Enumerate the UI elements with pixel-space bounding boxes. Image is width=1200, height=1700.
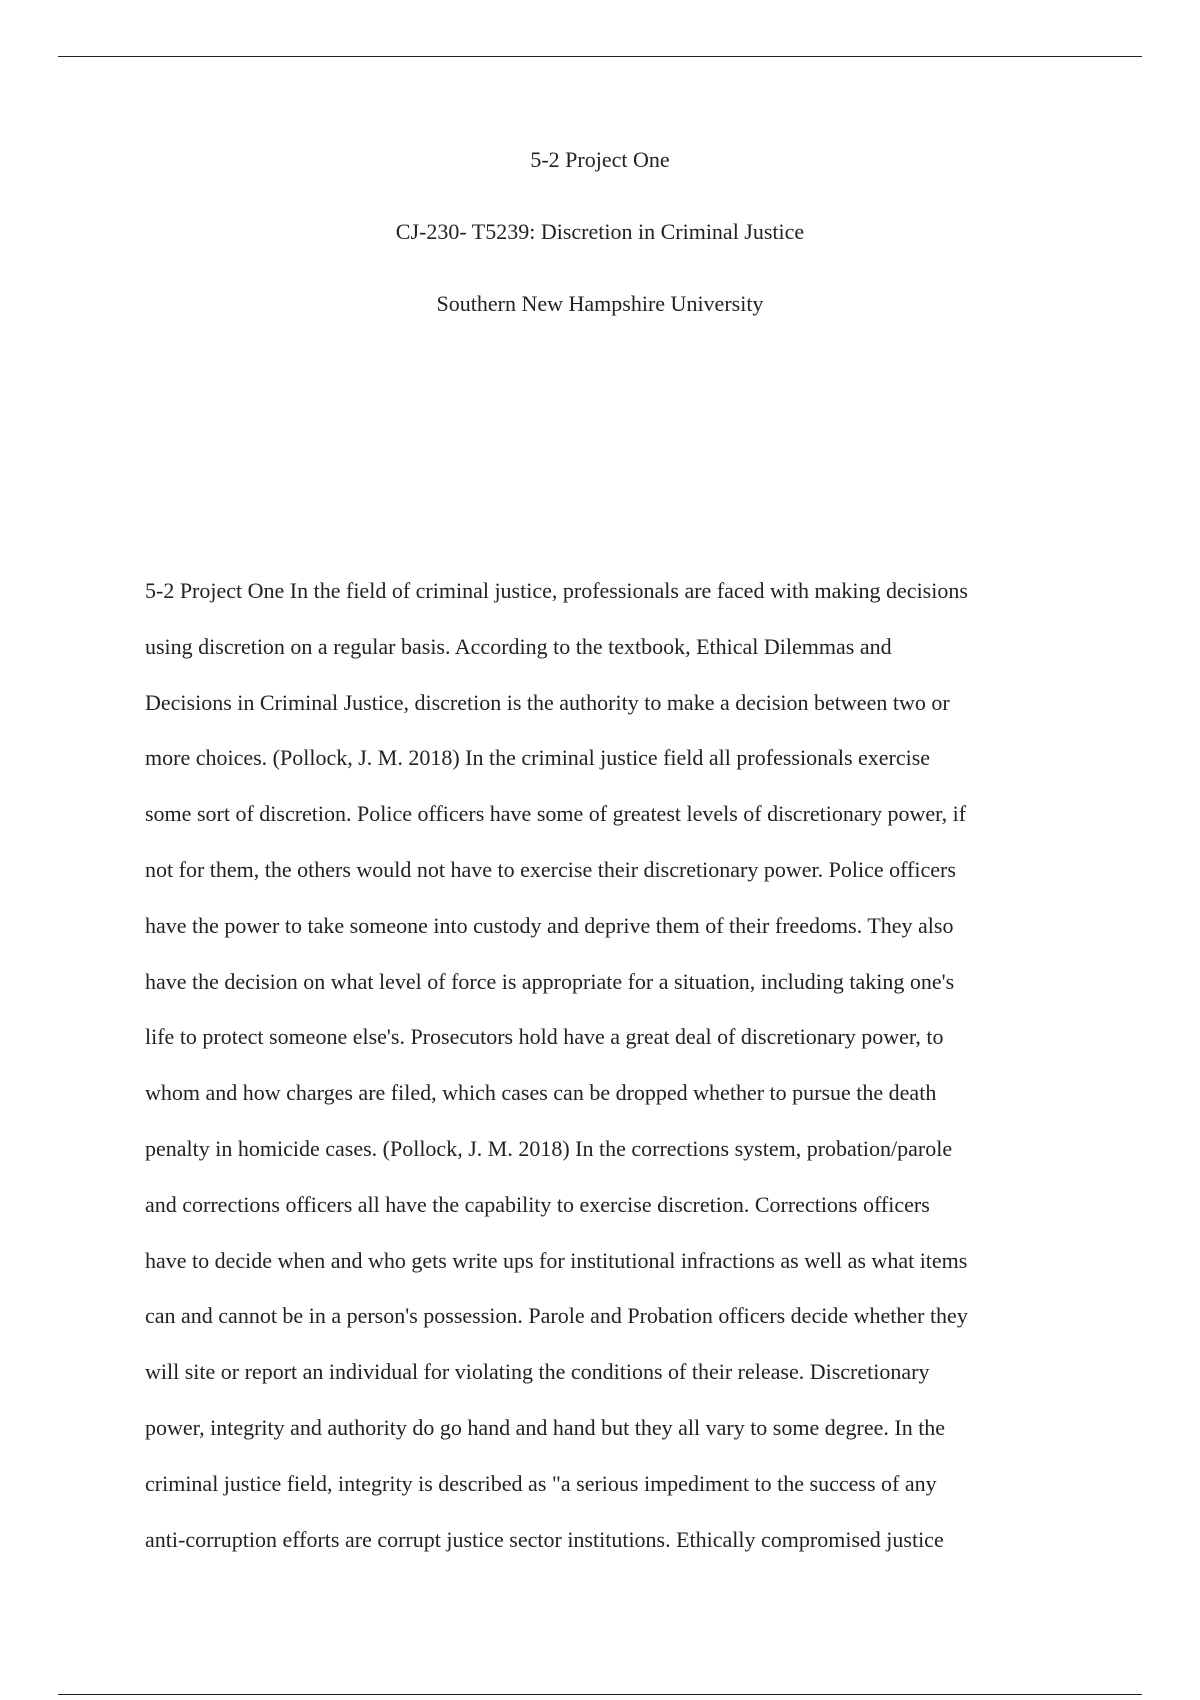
body-paragraph [145, 570, 1065, 1574]
text-line: 5-2 Project One In the field of criminal justice, professionals are faced with making decisions [145, 578, 968, 603]
text-line: have the decision on what level of force is appropriate for a situation, including taking one's [145, 968, 955, 994]
text-line: using discretion on a regular basis. According to the textbook, Ethical Dilemmas and [145, 633, 892, 659]
top-divider [58, 56, 1142, 57]
text-line: have to decide when and who gets write ups for institutional infractions as well as what items [145, 1247, 968, 1273]
text-line: anti-corruption efforts are corrupt justice sector institutions. Ethically compromised justice [145, 1526, 944, 1552]
text-line: whom and how charges are filed, which cases can be dropped whether to pursue the death [145, 1080, 937, 1106]
bottom-divider [58, 1694, 1142, 1695]
text-line: more choices. (Pollock, J. M. 2018) In the criminal justice field all professionals exercise [145, 745, 931, 771]
text-line: and corrections officers all have the capability to exercise discretion. Corrections officers [145, 1191, 930, 1217]
text-line: criminal justice field, integrity is described as "a serious impediment to the success of any [145, 1470, 937, 1496]
text-line: some sort of discretion. Police officers have some of greatest levels of discretionary power, if [145, 801, 967, 827]
text-line: Decisions in Criminal Justice, discretion is the authority to make a decision between two or [145, 689, 950, 715]
title-block [0, 140, 1200, 356]
text-line: not for them, the others would not have to exercise their discretionary power. Police officers [145, 856, 956, 882]
text-line: power, integrity and authority do go hand and hand but they all vary to some degree. In the [145, 1414, 946, 1440]
institution-name: Southern New Hampshire University [436, 291, 764, 316]
text-line: have the power to take someone into custody and deprive them of their freedoms. They also [145, 912, 954, 938]
paper-title: 5-2 Project One [530, 147, 670, 172]
text-line: life to protect someone else's. Prosecutors hold have a great deal of discretionary power, to [145, 1024, 944, 1050]
text-line: penalty in homicide cases. (Pollock, J. M. 2018) In the corrections system, probation/parole [145, 1135, 953, 1161]
course-name: CJ-230- T5239: Discretion in Criminal Justice [395, 219, 805, 244]
text-line: can and cannot be in a person's possession. Parole and Probation officers decide whether they [145, 1303, 968, 1329]
text-line: will site or report an individual for violating the conditions of their release. Discretionary [145, 1359, 930, 1385]
